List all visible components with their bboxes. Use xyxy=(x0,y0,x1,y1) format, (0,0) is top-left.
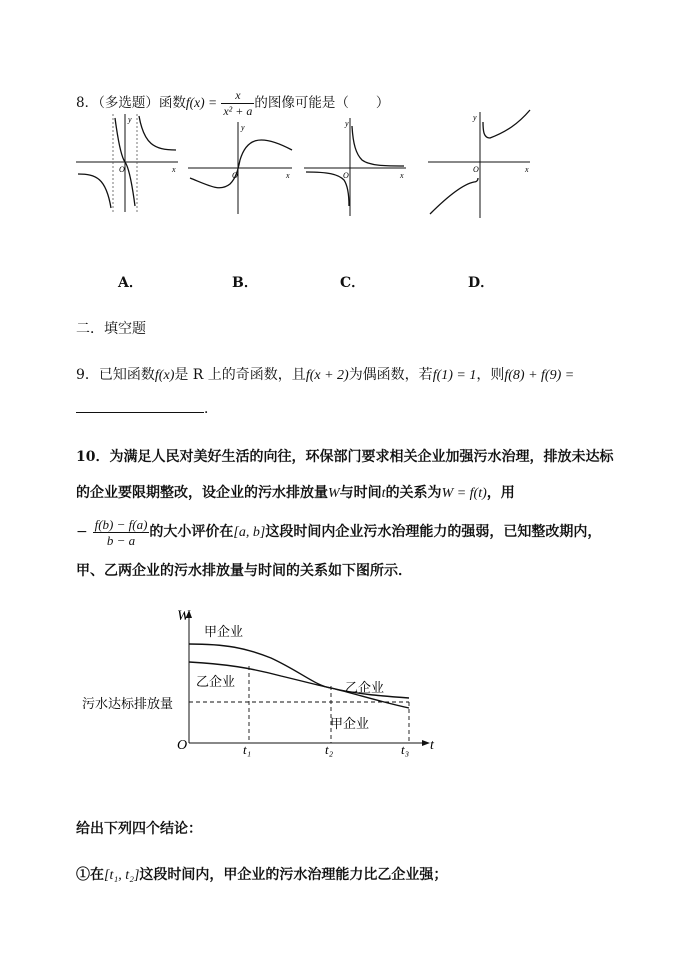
q9-text1: 是 R 上的奇函数，且 xyxy=(174,367,306,383)
q8-prefix: 8．（多选题）函数 xyxy=(76,95,186,111)
q9-fx: f(x) xyxy=(154,368,175,383)
yi-label-left: 乙企业 xyxy=(196,675,236,690)
q10-line3-b: 这段时间内企业污水治理能力的强弱，已知整改期内， xyxy=(265,524,602,540)
t3-label: t₃ xyxy=(401,742,410,757)
jia-label-bottom: 甲企业 xyxy=(330,717,370,732)
conclusion-1 xyxy=(76,864,447,884)
q10-frac-num: f(b) − f(a) xyxy=(94,516,148,532)
svg-text:x: x xyxy=(286,171,290,180)
svg-text:y: y xyxy=(241,123,245,132)
t-label: t xyxy=(430,738,434,753)
q10-var-t: t xyxy=(381,486,386,501)
jia-label-top: 甲企业 xyxy=(204,625,244,640)
q10-line2-b: 与时间 xyxy=(339,485,382,501)
q10-frac-den: b − a xyxy=(106,532,136,548)
q10-minus: − xyxy=(76,524,88,540)
yi-label-right: 乙企业 xyxy=(345,681,385,696)
graph-c xyxy=(304,118,406,216)
q8-graphs xyxy=(70,108,550,220)
q10-line1: 10．为满足人民对美好生活的向往，环保部门要求相关企业加强污水治理，排放未达标 xyxy=(76,449,614,465)
q8-frac-den: x² + a xyxy=(223,104,253,118)
q9-answer-line xyxy=(76,398,218,418)
t-axis-arrow xyxy=(422,740,430,746)
svg-text:y: y xyxy=(345,119,349,128)
q10-line3-a: 的大小评价在 xyxy=(149,524,234,540)
graph-a xyxy=(76,114,178,212)
t2-label: t₂ xyxy=(325,742,334,757)
q10-line2-d: ，用 xyxy=(486,485,515,501)
option-b-label: B． xyxy=(232,275,258,291)
q9-text2: 为偶函数，若 xyxy=(348,367,433,383)
q10-line4: 甲、乙两企业的污水排放量与时间的关系如下图所示． xyxy=(76,563,412,579)
section-title: 二．填空题 xyxy=(76,321,146,337)
c1-prefix: ①在 xyxy=(76,867,104,883)
q9-fx2: f(x + 2) xyxy=(305,368,349,383)
svg-text:x: x xyxy=(525,165,529,174)
svg-text:O: O xyxy=(473,165,479,174)
q9-tail: ． xyxy=(204,401,218,417)
option-c-label: C． xyxy=(340,275,366,291)
q10-interval: [a, b] xyxy=(233,525,266,540)
q9-text3: ，则 xyxy=(476,367,505,383)
o-label: O xyxy=(177,738,188,753)
q10-equation: W = f(t) xyxy=(441,486,487,501)
q8-frac-num: x xyxy=(221,88,254,104)
q10-line2 xyxy=(76,482,515,502)
q9-prefix: 9．已知函数 xyxy=(76,367,155,383)
q10-var-w: W xyxy=(328,486,340,501)
svg-text:O: O xyxy=(119,165,125,174)
svg-text:x: x xyxy=(400,171,404,180)
q10-line2-c: 的关系为 xyxy=(385,485,442,501)
answer-blank[interactable] xyxy=(76,398,204,413)
graph-d xyxy=(428,110,530,218)
svg-text:O: O xyxy=(343,171,349,180)
q8-suffix: 的图像可能是（ ） xyxy=(254,95,390,111)
svg-text:y: y xyxy=(473,113,477,122)
q10-line2-a: 的企业要限期整改，设企业的污水排放量 xyxy=(76,485,328,501)
option-a-label: A． xyxy=(118,275,143,291)
q9-f1: f(1) = 1 xyxy=(432,368,477,383)
svg-text:y: y xyxy=(128,115,132,124)
graph-b xyxy=(188,122,292,214)
q9-f8f9: f(8) + f(9) = xyxy=(504,368,575,383)
q10-line3 xyxy=(76,512,601,552)
conclusions-title: 给出下列四个结论： xyxy=(76,821,202,837)
standard-label: 污水达标排放量 xyxy=(82,697,174,712)
t1-label: t₁ xyxy=(243,742,252,757)
q10-fraction xyxy=(93,517,150,548)
q9-stem xyxy=(76,364,574,384)
q10-graph xyxy=(76,602,456,762)
c1-interval: [t₁, t₂] xyxy=(104,868,140,883)
q8-func-lhs: f(x) = xyxy=(185,95,218,110)
svg-text:x: x xyxy=(172,165,176,174)
svg-text:O: O xyxy=(232,171,238,180)
option-d-label: D． xyxy=(468,275,495,291)
c1-text: 这段时间内，甲企业的污水治理能力比乙企业强； xyxy=(139,867,448,883)
w-label: W xyxy=(177,608,190,624)
